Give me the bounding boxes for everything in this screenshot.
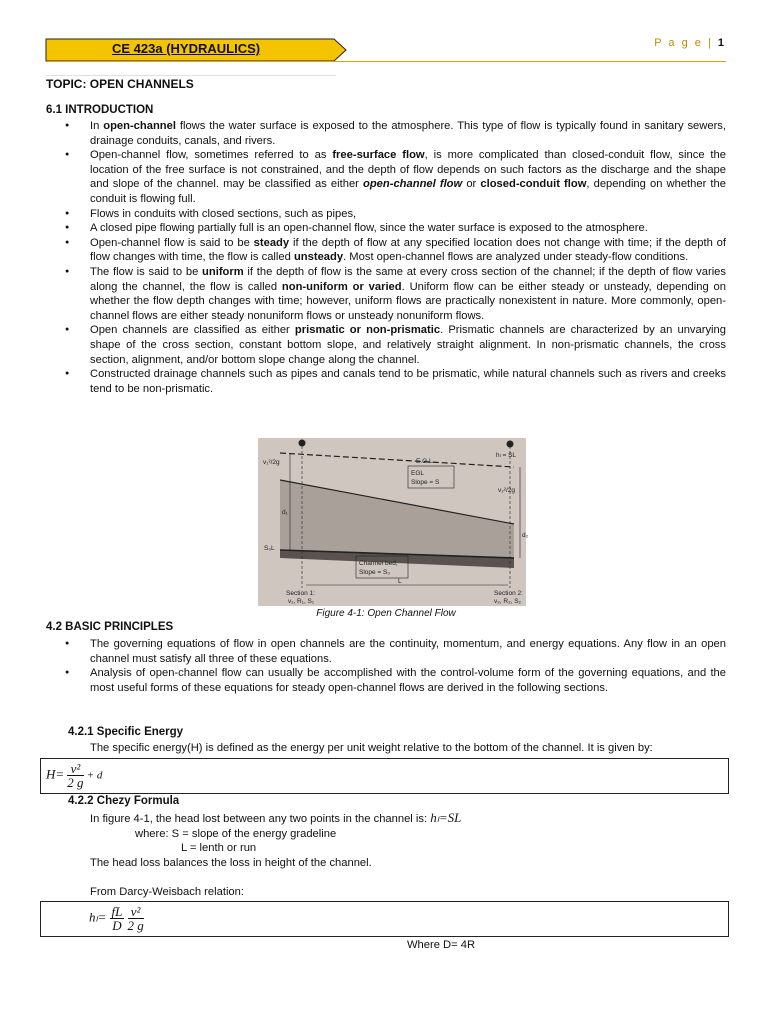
fig-label-d2: d₂: [522, 532, 529, 539]
header-subrule: [46, 75, 336, 76]
fig-label-s2a: Section 2:: [494, 590, 523, 597]
chezy-line1: In figure 4-1, the head lost between any two points in the channel is: hₗ=SL: [90, 810, 462, 825]
intro-bullet: ● The flow is said to be uniform if the depth of flow is the same at every cross section of the channel; if the depth of flow varies along the channel, the flow is called non-uniform or varied. Uniform flow can be either steady or unsteady, depending on whether the flow depth changes with time; however, uniform flows are practically nonexistent in nature. More commonly, open-channel flows are either steady nonuniform flows or unsteady nonuniform flows.: [46, 265, 726, 323]
chezy-where1: where: S = slope of the energy gradeline: [135, 828, 337, 840]
intro-bullet-list: [46, 119, 726, 396]
se-eq-fraction: $\frac{\text{v²}}{2 g}$: [67, 761, 84, 790]
figure-caption: Figure 4-1: Open Channel Flow: [316, 608, 456, 619]
fig-label-s1a: Section 1:: [286, 590, 315, 597]
intro-bullet: ● Open-channel flow, sometimes referred to as free-surface flow, is more complicated than closed-conduit flow, since the location of the free surface is not constrained, and the depth of flow depends on such factors as the discharge and the shape and slope of the channel. may be classified as either open-channel flow or closed-conduit flow, depending on whether the conduit is flowing full.: [46, 148, 726, 206]
se-eq-lhs: H=: [46, 766, 65, 782]
chezy-where2: L = lenth or run: [181, 842, 257, 854]
intro-bullet: ● Constructed drainage channels such as pipes and canals tend to be prismatic, while natural channels such as rivers and creeks tend to be non-prismatic.: [46, 367, 726, 396]
intro-bullet: ● In open-channel flows the water surface is exposed to the atmosphere. This type of flow is typically found in sanitary sewers, drainage conduits, canals, and rivers.: [46, 119, 726, 148]
header-rule: [46, 61, 726, 62]
page-number: P a g e | 1: [654, 37, 724, 49]
basic-bullet: ● The governing equations of flow in open channels are the continuity, momentum, and energy equations. Any flow in an open channel must satisfy all three of these equations.: [46, 637, 726, 666]
fig-label-s1b: v₁, R₁, S₁: [288, 598, 315, 605]
where-d-equals-4r: Where D= 4R: [407, 939, 476, 951]
basic-heading: 4.2 BASIC PRINCIPLES: [46, 621, 174, 633]
fig-label-s2b: v₂, R₂, S₂: [494, 598, 522, 605]
fig-label-v2: v₂²/2g: [498, 487, 515, 494]
basic-bullet: ● Analysis of open-channel flow can usually be accomplished with the control-volume form of the governing equations, and the most useful forms of these equations for steady open-channel flows are derived in the following sections.: [46, 666, 726, 695]
intro-bullet: ● Open-channel flow is said to be steady if the depth of flow at any specified location does not change with time; if the depth of flow changes with time, the flow is called unsteady. Most open-channel flows are analyzed under steady-flow conditions.: [46, 236, 726, 265]
intro-heading: 6.1 INTRODUCTION: [46, 104, 154, 116]
fig-label-bed2: Slope = S₀: [359, 569, 391, 576]
chezy-line3: From Darcy-Weisbach relation:: [90, 886, 244, 898]
fig-label-hl: hₗ = SL: [496, 452, 517, 459]
fig-label-egl: E.G.L.: [416, 458, 435, 465]
chezy-line2: The head loss balances the loss in height of the channel.: [90, 857, 372, 869]
intro-bullet: ● A closed pipe flowing partially full is an open-channel flow, since the water surface is exposed to the atmosphere.: [46, 221, 726, 236]
chezy-heading: 4.2.2 Chezy Formula: [68, 795, 180, 807]
fig-label-L: L: [398, 578, 402, 585]
dw-eq-fraction-fl-d: $\frac{fL}{D}$: [111, 904, 123, 933]
specific-energy-heading: 4.2.1 Specific Energy: [68, 726, 184, 738]
specific-energy-text: The specific energy(H) is defined as the energy per unit weight relative to the bottom of the channel. It is given by:: [90, 742, 653, 754]
fig-label-v1: v₁²/2g: [263, 459, 280, 466]
fig-label-d1: d₁: [282, 509, 288, 516]
fig-label-egl-box2: Slope = S: [411, 479, 440, 486]
course-title: CE 423a (HYDRAULICS): [112, 41, 261, 56]
topic-heading: TOPIC: OPEN CHANNELS: [46, 77, 194, 91]
specific-energy-equation: [40, 758, 729, 794]
dw-eq-fraction-v2-2g: $\frac{\text{v²}}{2 g}$: [127, 904, 144, 933]
fig-label-sol: S₀L: [264, 545, 275, 552]
basic-bullet-list: [46, 637, 726, 695]
dw-eq-lhs: hₗ=: [89, 909, 107, 925]
fig-label-bed1: Channel bed,: [359, 560, 398, 567]
intro-bullet: ● Open channels are classified as either prismatic or non-prismatic. Prismatic channels are characterized by an unvarying shape of the cross section, constant bottom slope, and relatively straight alignment. In non-prismatic channels, the cross section, alignment, and/or bottom slope change along the channel.: [46, 323, 726, 367]
intro-bullet: ● Flows in conduits with closed sections, such as pipes,: [46, 207, 726, 222]
open-channel-flow-figure: [258, 438, 529, 606]
fig-label-egl-box1: EGL: [411, 470, 425, 477]
darcy-weisbach-equation: [40, 901, 729, 937]
se-eq-rhs: + d: [86, 769, 103, 782]
